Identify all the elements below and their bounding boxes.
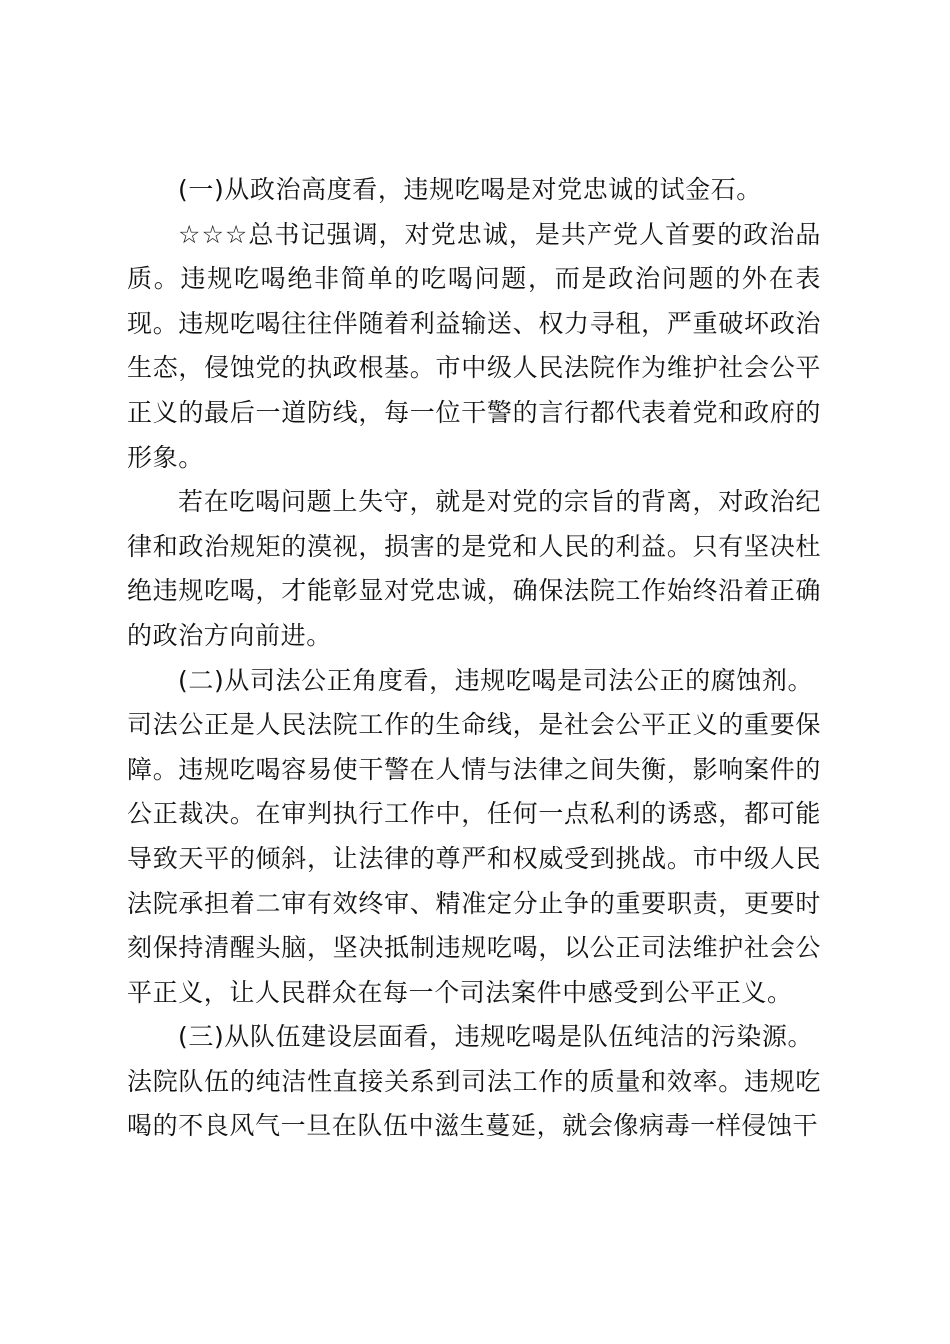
section-1-paragraph-1: ☆☆☆总书记强调，对党忠诚，是共产党人首要的政治品质。违规吃喝绝非简单的吃喝问题，而是政治问题的外在表现。违规吃喝往往伴随着利益输送、权力寻租，严重破坏政治生态，侵蚀党的执政根基。市中级人民法院作为维护社会公平正义的最后一道防线，每一位干警的言行都代表着党和政府的形象。: [127, 219, 821, 472]
section-2-paragraph-1: 司法公正是人民法院工作的生命线，是社会公平正义的重要保障。违规吃喝容易使干警在人情与法律之间失衡，影响案件的公正裁决。在审判执行工作中，任何一点私利的诱惑，都可能导致天平的倾斜，让法律的尊严和权威受到挑战。市中级人民法院承担着二审有效终审、精准定分止争的重要职责，更要时刻保持清醒头脑，坚决抵制违规吃喝，以公正司法维护社会公平正义，让人民群众在每一个司法案件中感受到公平正义。: [127, 710, 821, 1007]
section-1-heading: (一)从政治高度看，违规吃喝是对党忠诚的试金石。: [178, 175, 762, 204]
document-body: [127, 168, 821, 1149]
section-2-heading: (二)从司法公正角度看，违规吃喝是司法公正的腐蚀剂。: [178, 665, 814, 695]
section-3-heading: (三)从队伍建设层面看，违规吃喝是队伍纯洁的污染源。: [178, 1022, 814, 1052]
section-3-paragraph-1: 法院队伍的纯洁性直接关系到司法工作的质量和效率。违规吃喝的不良风气一旦在队伍中滋生蔓延，就会像病毒一样侵蚀干: [127, 1066, 821, 1141]
section-1-paragraph-2: 若在吃喝问题上失守，就是对党的宗旨的背离，对政治纪律和政治规矩的漠视，损害的是党和人民的利益。只有坚决杜绝违规吃喝，才能彰显对党忠诚，确保法院工作始终沿着正确的政治方向前进。: [127, 487, 821, 650]
